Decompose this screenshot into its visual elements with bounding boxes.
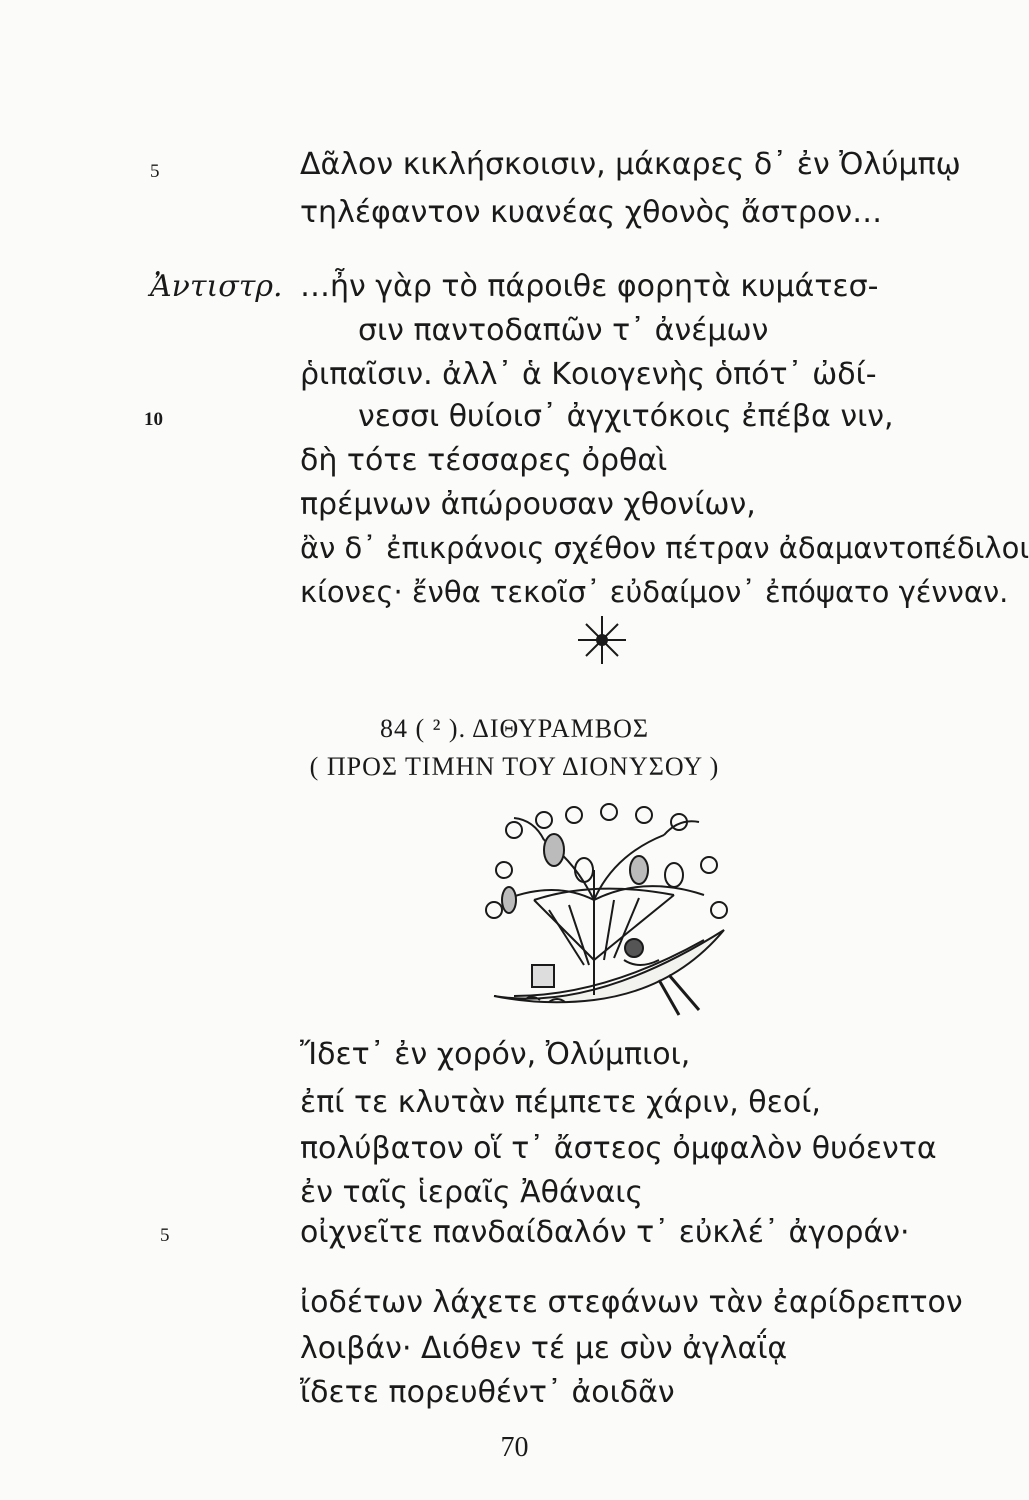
verse-line: λοιβάν· Διόθεν τέ με σὺν ἀγλαΐᾳ	[300, 1331, 788, 1366]
verse-line: κίονες· ἔνθα τεκοῖσ᾽ εὐδαίμον᾽ ἐπόψατο γένναν.	[300, 575, 1009, 609]
poem-heading: 84 ( ² ). ΔΙΘΥΡΑΜΒΟΣ	[379, 714, 650, 743]
verse-line: ἐν ταῖς ἱεραῖς Ἀθάναις	[300, 1175, 644, 1210]
verse-line: ῥιπαῖσιν. ἀλλ᾽ ἁ Κοιογενὴς ὁπότ᾽ ὠδί-	[300, 357, 877, 392]
verse-line: ἂν δ᾽ ἐπικράνοις σχέθον πέτραν ἀδαμαντοπέδιλοι	[300, 531, 1029, 565]
poem-subheading: ( ΠΡΟΣ ΤΙΜΗΝ ΤΟΥ ΔΙΟΝΥΣΟΥ )	[309, 752, 720, 781]
verse-line: τηλέφαντον κυανέας χθονὸς ἄστρον…	[300, 195, 883, 230]
verse-line: Ἴδετ᾽ ἐν χορόν, Ὀλύμπιοι,	[300, 1037, 691, 1072]
verse-line: …ἦν γὰρ τὸ πάροιθε φορητὰ κυμάτεσ-	[300, 269, 879, 304]
line-number-5: 5	[150, 161, 160, 182]
verse-line: ἐπί τε κλυτὰν πέμπετε χάριν, θεοί,	[300, 1085, 821, 1120]
verse-line: ἰοδέτων λάχετε στεφάνων τὰν ἐαρίδρεπτον	[300, 1285, 963, 1320]
verse-line: οἰχνεῖτε πανδαίδαλόν τ᾽ εὐκλέ᾽ ἀγοράν·	[300, 1215, 910, 1250]
line-number-10: 10	[144, 409, 163, 430]
verse-line: σιν παντοδαπῶν τ᾽ ἀνέμων	[358, 313, 769, 348]
star-ornament-icon	[574, 612, 630, 668]
verse-line: ἴδετε πορευθέντ᾽ ἀοιδᾶν	[300, 1375, 675, 1410]
page-number: 70	[500, 1432, 529, 1463]
verse-line: δὴ τότε τέσσαρες ὀρθαὶ	[300, 443, 668, 478]
verse-line: πρέμνων ἀπώρουσαν χθονίων,	[300, 487, 756, 522]
dionysus-ship-vignette	[474, 800, 744, 1020]
verse-line: πολύβατον οἵ τ᾽ ἄστεος ὀμφαλὸν θυόεντα	[300, 1131, 937, 1166]
verse-line: νεσσι θυίοισ᾽ ἀγχιτόκοις ἐπέβα νιν,	[358, 399, 894, 434]
verse-line: Δᾶλον κικλήσκοισιν, μάκαρες δ᾽ ἐν Ὀλύμπῳ	[300, 147, 961, 182]
line-number-5: 5	[160, 1225, 170, 1246]
antistrophe-label: Ἀντιστρ.	[150, 269, 283, 304]
